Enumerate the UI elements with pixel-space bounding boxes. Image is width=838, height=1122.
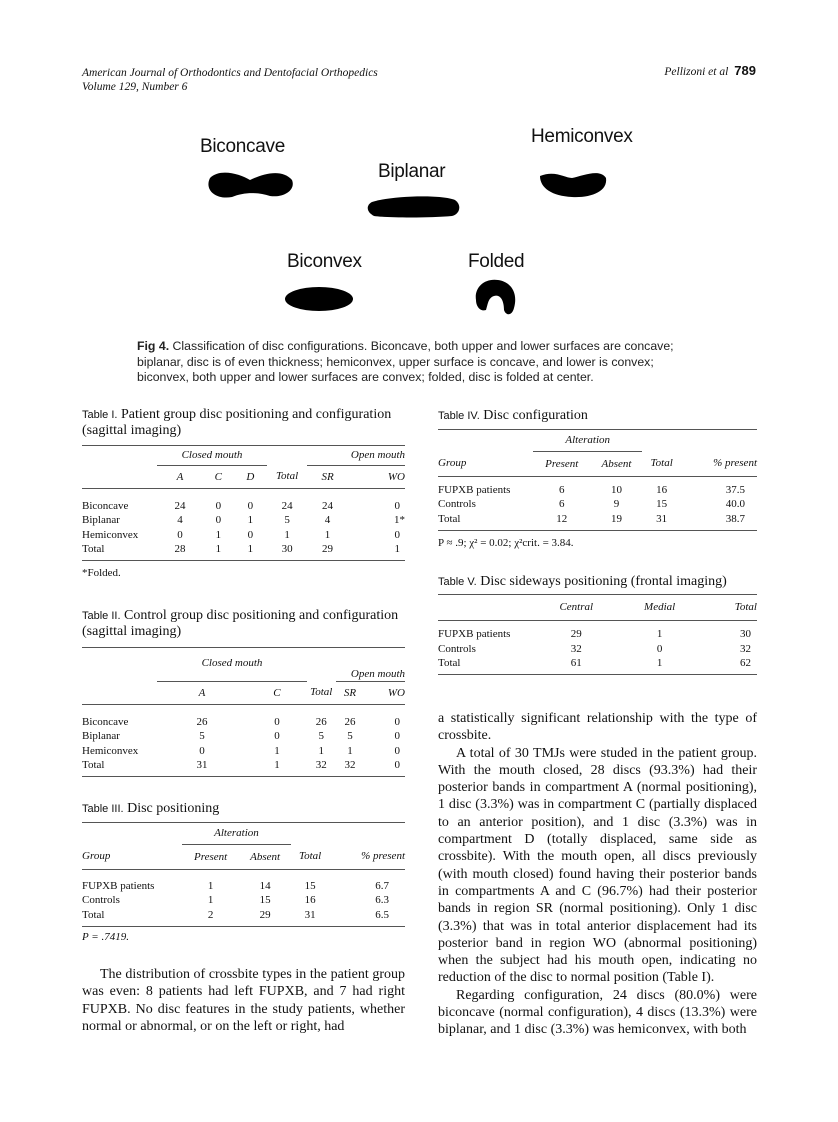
table-cell: 1 [656,628,663,640]
table-cell: Total [82,908,105,921]
journal-volume: Volume 129, Number 6 [82,81,188,93]
folded-disc [476,280,515,315]
table-cell: Controls [438,498,476,510]
table-header-row [438,595,757,621]
biplanar-disc [368,196,460,217]
group-header: Open mouth [336,648,405,682]
table-row [438,627,757,642]
table-cell: Group [438,457,467,470]
biconvex-disc [285,287,353,311]
table-cell: 32 [344,759,356,771]
table-cell: 16 [304,894,316,906]
page-number: 789 [734,63,756,78]
table-cell: 40.0 [725,498,745,510]
table-cell: 1 [318,744,324,757]
table-cell: 26 [344,715,356,728]
table-cell: FUPXB patients [438,628,511,640]
group-header: Closed mouth [157,648,307,682]
table-cell: 30 [740,628,751,640]
table-header-row [82,488,405,499]
table-label: Table IV. [438,410,480,422]
table-1 [82,407,405,579]
table-row [82,879,405,894]
table-label: Table II. [82,610,121,622]
table-cell: 14 [259,879,271,892]
label-hemiconvex: Hemiconvex [531,126,633,147]
col-header: Total [275,470,299,483]
table-cell: 1 [284,528,290,541]
table-cell: 0 [274,730,280,742]
table-cell: 30 [281,543,293,555]
col-header: WO [387,470,405,483]
table-cell: 31 [656,512,668,525]
label-biplanar: Biplanar [378,161,446,182]
table-row [438,483,757,498]
table-cell: 19 [610,512,622,525]
table-cell: % present [361,850,405,863]
table-cell: Total [82,759,105,771]
table-cell: 29 [570,628,582,640]
table-cell: 6.3 [375,894,389,906]
table-cell: 0 [247,499,254,512]
table-cell: 0 [177,528,183,541]
table-cell: 0 [394,759,400,771]
table-cell: 15 [259,894,271,906]
table-5 [438,574,757,675]
table-cell: 6.5 [375,908,389,921]
table-cell: Total [82,543,105,555]
table-cell: 31 [196,759,208,771]
table-header-row [82,845,405,870]
table-cell: Total [650,457,673,470]
table-row [82,715,405,730]
paragraph: a statistically significant relationship with the type of crossbite. [438,711,757,744]
table-header-row [438,452,757,477]
table-cell: Controls [82,894,120,906]
table-cell: Biplanar [82,514,120,526]
table-cell: 24 [322,499,334,512]
table-cell: 32 [740,642,751,655]
table-cell: 16 [656,483,668,496]
group-header: Alteration [533,430,642,452]
table-cell: % present [713,457,757,470]
table-2 [82,608,405,777]
table-cell: Biplanar [82,730,120,742]
table-header-row [82,446,405,466]
caption-text: Classification of disc configurations. Biconcave, both upper and lower surfaces are concave; biplanar, disc is of even thickness; hemiconvex, upper surface is concave, and lower is convex; biconvex, both upper and lower surfaces are convex; folded, disc is folded at center. [137,339,674,384]
table-cell: 29 [322,543,334,555]
table-cell: 26 [196,715,208,728]
authors: Pellizoni et al [664,66,729,78]
table-cell: 0 [656,642,663,655]
table-footnote: *Folded. [82,567,121,579]
table-row [82,542,405,561]
table-row [82,744,405,759]
table-cell: 12 [556,512,568,525]
table-cell: 24 [281,499,293,512]
table-cell: Hemiconvex [82,528,139,541]
table-header-row [82,704,405,715]
table-cell: Group [82,850,111,863]
table-cell: 1 [215,528,222,541]
table-row [438,656,757,675]
table-row [438,497,757,512]
table-cell: Absent [601,457,632,470]
table-cell: 38.7 [725,512,745,525]
table-title: Disc sideways positioning (frontal imaging) [480,574,727,589]
table-cell: WO [387,686,405,699]
caption-label: Fig 4. [137,339,170,353]
table-cell: Hemiconvex [82,744,139,757]
table-cell: Present [194,850,228,863]
table-cell: 28 [174,543,186,555]
table-cell: A [198,686,206,699]
table-cell: Total [310,686,333,699]
paragraph: The distribution of crossbite types in the patient group was even: 8 patients had left FUPXB, and 7 had right FUPXB. No disc features in the study patients, whether normal or abnormal, or on the left or right, had [82,967,405,1034]
table-row [82,499,405,514]
table-cell: 0 [394,715,400,728]
journal-name: American Journal of Orthodontics and Dentofacial Orthopedics [82,67,378,79]
table-cell: 5 [347,730,353,742]
table-cell: 6.7 [375,879,389,892]
table-cell: 1 [324,528,331,541]
table-cell: Controls [438,642,476,655]
table-3 [82,801,405,943]
figure-caption [137,339,702,386]
table-cell: Total [298,850,322,863]
table-title: Disc configuration [483,408,588,423]
table-cell: C [273,686,281,699]
disc-shapes [0,0,838,330]
table-cell: 5 [199,730,205,742]
table-label: Table V. [438,576,477,588]
col-header: D [246,470,255,483]
table-cell: 0 [215,499,222,512]
table-row [82,729,405,744]
table-cell: 0 [394,528,400,541]
table-cell: 61 [570,657,582,669]
figure-4 [0,0,838,384]
table-row [82,758,405,777]
label-biconvex: Biconvex [287,251,362,272]
table-cell: 0 [394,744,400,757]
paragraph: A total of 30 TMJs were studed in the patient group. With the mouth closed, 28 discs (93.3%) had their posterior bands in compartment A (normal positioning), 1 disc (3.3%) was in compartment C (partially displaced to an anterior position), and 1 disc (3.3%) was in compartment D (totally displaced, same side as crossbite). With the mouth open, all discs previously (with mouth closed) found having their posterior bands in compartments A and C (96.7%) had their posterior bands in region SR (normal positioning). Only 1 disc (3.3%) that was in total anterior displacement had its posterior band in region WO (abnormal positioning) when the subject had his mouth open, indicating no reduction of the disc to normal position (Table I). [438,745,757,986]
table-cell: FUPXB patients [438,483,511,496]
table-cell: 0 [247,528,254,541]
table-title: Control group disc positioning and configuration (sagittal imaging) [82,608,399,639]
table-cell: 6 [559,483,565,496]
table-cell: Central [559,601,594,614]
table-header-row [438,430,757,452]
group-header: Open mouth [307,446,405,466]
table-cell: 1 [274,744,280,757]
table-cell: 29 [259,908,271,921]
table-cell: 32 [315,759,327,771]
col-header: C [214,470,223,483]
table-cell: 15 [304,879,316,892]
table-cell: 0 [199,744,205,757]
table-cell: Total [438,657,461,669]
biconcave-disc [208,173,292,198]
table-row [82,513,405,528]
table-cell: 0 [394,499,400,512]
group-header: Alteration [182,823,291,845]
table-header-row [82,466,405,489]
table-cell: 1 [247,543,254,555]
table-title: Patient group disc positioning and configuration (sagittal imaging) [82,407,392,438]
table-cell: 9 [613,498,620,510]
table-cell: 1 [207,894,214,906]
table-header-row [82,648,405,682]
table-cell: 1 [347,744,353,757]
table-4 [438,408,757,549]
table-cell: Medial [644,601,676,614]
table-row [82,908,405,927]
table-note: P = .7419. [82,930,129,943]
table-row [438,512,757,531]
table-cell: 1 [207,879,214,892]
table-row [82,528,405,543]
table-row [438,642,757,657]
table-label: Table III. [82,803,124,815]
table-header-row [82,869,405,879]
col-header: A [176,470,184,483]
table-cell: 1 [247,514,254,526]
table-cell: 37.5 [725,483,745,496]
table-title: Disc positioning [127,801,220,816]
body-text-left [82,966,405,1035]
table-cell: Absent [250,850,281,863]
table-cell: 1 [215,543,222,555]
table-cell: FUPXB patients [82,879,155,892]
table-cell: 5 [284,514,290,526]
table-cell: Biconcave [82,499,129,512]
table-cell: 10 [610,483,622,496]
table-cell: 0 [274,715,280,728]
table-row [82,893,405,908]
table-cell: 0 [394,730,400,742]
label-biconcave: Biconcave [200,136,285,157]
table-cell: 1* [394,514,405,526]
table-cell: 0 [215,514,222,526]
table-cell: Total [734,601,757,614]
table-header-row [82,682,405,705]
table-cell: 32 [570,642,582,655]
table-cell: 6 [559,498,565,510]
table-cell: 5 [318,730,324,742]
body-text-right [438,710,757,1039]
table-cell: 15 [656,498,668,510]
table-cell: Total [438,512,461,525]
table-cell: 1 [274,759,280,771]
table-cell: Present [545,457,579,470]
table-cell: 2 [207,908,214,921]
table-cell: 62 [740,657,751,669]
table-label: Table I. [82,409,118,421]
table-cell: 31 [304,908,316,921]
group-header: Closed mouth [157,446,267,466]
table-cell: Biconcave [82,715,129,728]
table-cell: 1 [394,543,400,555]
table-note: P ≈ .9; χ² = 0.02; χ²crit. = 3.84. [438,536,574,549]
table-cell: 4 [324,514,331,526]
label-folded: Folded [468,251,525,272]
table-cell: SR [343,686,357,699]
paragraph: Regarding configuration, 24 discs (80.0%) were biconcave (normal configuration), 4 discs (13.3%) were biplanar, and 1 disc (3.3%) was hemiconvex, with both [438,987,757,1038]
table-cell: 4 [177,514,183,526]
hemiconvex-disc [540,173,606,197]
col-header: SR [321,470,334,483]
table-cell: 26 [315,715,327,728]
table-header-row [82,823,405,845]
table-cell: 1 [656,657,663,669]
table-cell: 24 [174,499,186,512]
